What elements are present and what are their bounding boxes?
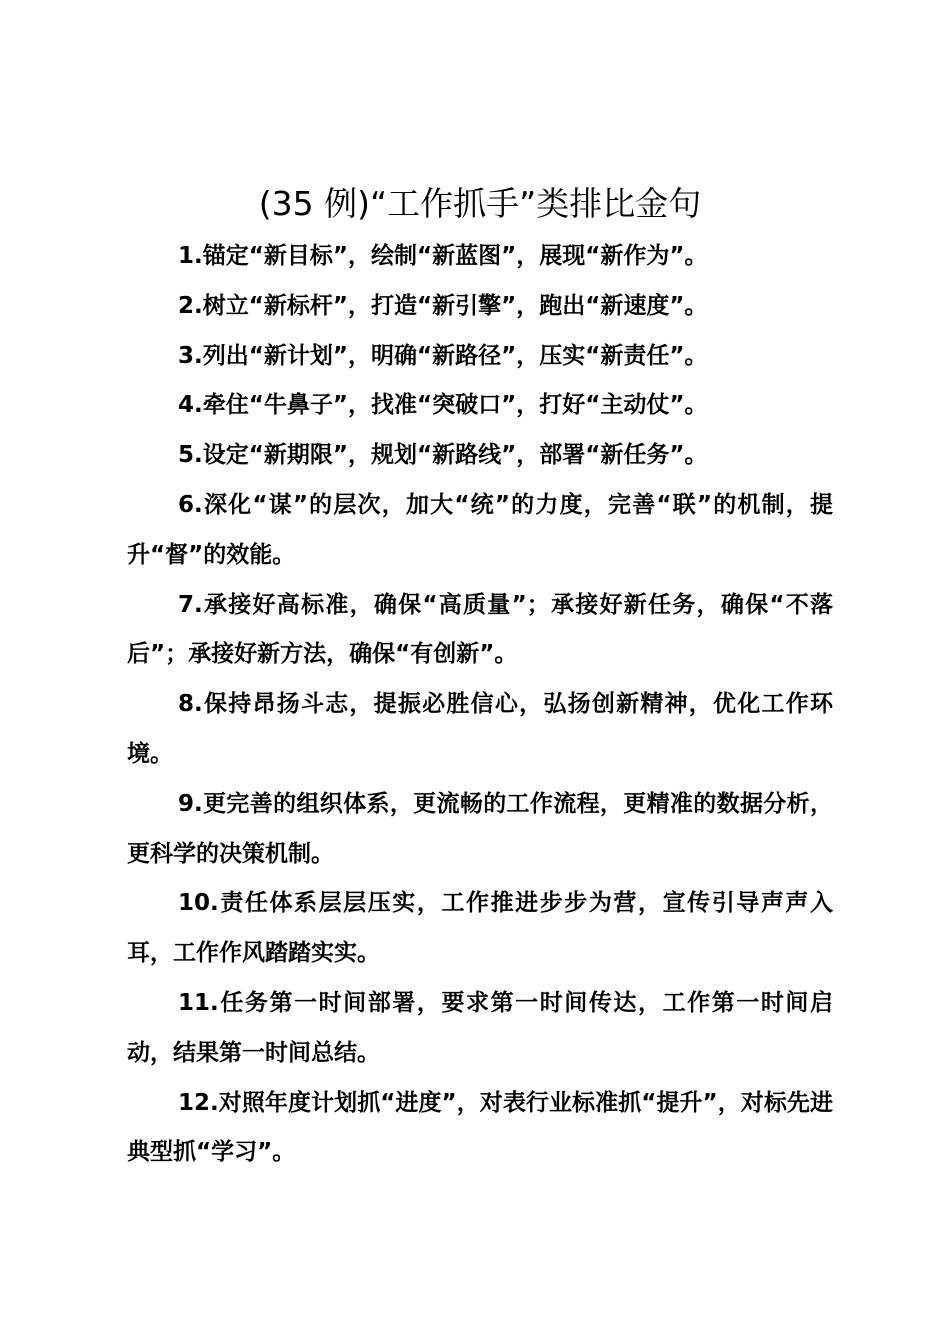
paragraph-2: 2.树立“新标杆”，打造“新引擎”，跑出“新速度”。 — [178, 292, 708, 319]
paragraph-10: 10.责任体系层层压实，工作推进步步为营，宣传引导声声入耳，工作作风踏踏实实。 — [127, 890, 833, 967]
paragraph-4: 4.牵住“牛鼻子”，找准“突破口”，打好“主动仗”。 — [178, 392, 708, 419]
paragraph-3: 3.列出“新计划”，明确“新路径”，压实“新责任”。 — [178, 342, 708, 369]
paragraph-12: 12.对照年度计划抓“进度”，对表行业标准抓“提升”，对标先进典型抓“学习”。 — [127, 1089, 833, 1166]
paragraph-8: 8.保持昂扬斗志，提振必胜信心，弘扬创新精神，优化工作环境。 — [127, 691, 833, 767]
paragraph-7: 7.承接好高标准，确保“高质量”；承接好新任务，确保“不落后”；承接好新方法，确保“有创新”。 — [127, 591, 833, 668]
document-body — [127, 232, 833, 1178]
document-title: (35 例)“工作抓手”类排比金句 — [258, 184, 702, 223]
paragraph-9: 9.更完善的组织体系，更流畅的工作流程，更精准的数据分析，更科学的决策机制。 — [127, 790, 833, 867]
paragraph-5: 5.设定“新期限”，规划“新路线”，部署“新任务”。 — [178, 442, 708, 469]
paragraph-11: 11.任务第一时间部署，要求第一时间传达，工作第一时间启动，结果第一时间总结。 — [127, 989, 833, 1066]
paragraph-6: 6.深化“谋”的层次，加大“统”的力度，完善“联”的机制，提升“督”的效能。 — [127, 491, 833, 568]
paragraph-1: 1.锚定“新目标”，绘制“新蓝图”，展现“新作为”。 — [178, 243, 708, 269]
